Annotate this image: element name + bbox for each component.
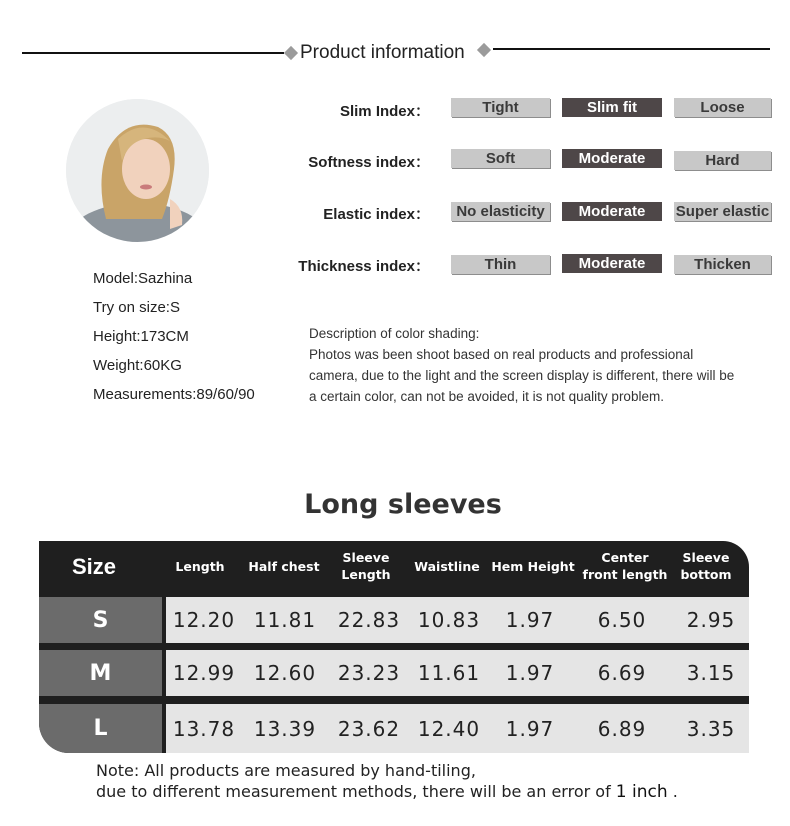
cell-sleeve-bottom: 2.95 — [686, 608, 736, 632]
cell-sleeve-length: 23.23 — [337, 661, 401, 685]
column-header-size: Size — [71, 553, 117, 579]
column-header-hem-height: Hem Height — [491, 558, 575, 574]
thickness-option-thicken: Thicken — [674, 255, 771, 274]
note-emphasis: 1 inch — [615, 782, 668, 802]
cell-length: 12.99 — [172, 661, 236, 685]
slim-option-loose: Loose — [674, 98, 771, 117]
thickness-option-moderate: Moderate — [562, 254, 662, 273]
cell-half-chest: 13.39 — [253, 716, 317, 741]
description-title: Description of color shading: — [309, 326, 480, 341]
softness-option-hard: Hard — [674, 151, 771, 170]
column-header-waistline: Waistline — [414, 558, 480, 574]
cell-sleeve-length: 22.83 — [337, 608, 401, 632]
cell-waistline: 12.40 — [417, 716, 481, 741]
elastic-option-super: Super elastic — [675, 203, 770, 220]
cell-hem-height: 1.97 — [505, 608, 555, 632]
model-measurements: Measurements:89/60/90 — [93, 386, 255, 403]
model-name: Model:Sazhina — [93, 270, 193, 287]
softness-index-label: Softness index： — [308, 154, 430, 171]
elastic-index-label: Elastic index： — [323, 206, 430, 223]
size-table-title: Long sleeves — [304, 489, 502, 520]
section-title: Product information — [300, 42, 465, 63]
model-photo — [66, 99, 209, 242]
slim-option-tight: Tight — [451, 98, 550, 117]
note-line — [96, 781, 678, 803]
model-weight: Weight:60KG — [93, 357, 182, 374]
header-rule-left — [22, 52, 284, 54]
model-height: Height:173CM — [93, 328, 189, 345]
header-rule-right — [493, 48, 770, 50]
cell-center-front-length: 6.50 — [597, 608, 647, 632]
diamond-icon — [477, 43, 491, 57]
size-label-l: L — [39, 704, 162, 753]
column-header-sleeve-length: Sleeve Length — [341, 550, 391, 582]
column-header-length: Length — [175, 558, 225, 574]
elastic-option-none: No elasticity — [451, 202, 550, 221]
cell-waistline: 10.83 — [417, 608, 481, 632]
cell-sleeve-bottom: 3.35 — [686, 716, 736, 741]
cell-sleeve-bottom: 3.15 — [686, 661, 736, 685]
cell-length: 12.20 — [172, 608, 236, 632]
note-line: Note: All products are measured by hand-tiling, — [96, 761, 476, 780]
column-header-half-chest: Half chest — [248, 558, 320, 574]
thickness-index-label: Thickness index： — [298, 258, 430, 275]
cell-center-front-length: 6.89 — [597, 716, 647, 741]
thickness-option-thin: Thin — [451, 255, 550, 274]
measurement-note — [96, 760, 678, 803]
description-line: Photos was been shoot based on real products and professional — [309, 347, 694, 362]
diamond-icon — [284, 46, 298, 60]
softness-option-moderate: Moderate — [562, 149, 662, 168]
softness-option-soft: Soft — [451, 149, 550, 168]
cell-hem-height: 1.97 — [505, 661, 555, 685]
cell-half-chest: 12.60 — [253, 661, 317, 685]
column-header-center-front-length: Center front length — [582, 550, 668, 582]
slim-index-label: Slim Index： — [339, 103, 430, 120]
note-text: due to different measurement methods, there will be an error of — [96, 782, 611, 801]
cell-half-chest: 11.81 — [253, 608, 317, 632]
model-size: Try on size:S — [93, 299, 180, 316]
note-period: . — [672, 782, 678, 801]
cell-center-front-length: 6.69 — [597, 661, 647, 685]
description-line: a certain color, can not be avoided, it is not quality problem. — [309, 389, 664, 404]
color-shading-description — [309, 323, 779, 407]
cell-waistline: 11.61 — [417, 661, 481, 685]
model-info — [93, 268, 255, 413]
elastic-option-moderate: Moderate — [562, 202, 662, 221]
cell-length: 13.78 — [172, 716, 236, 741]
size-label-s: S — [39, 597, 162, 643]
description-line: camera, due to the light and the screen display is different, there will be — [309, 368, 735, 383]
size-label-m: M — [39, 650, 162, 696]
column-header-sleeve-bottom: Sleeve bottom — [680, 550, 732, 582]
slim-option-slim-fit: Slim fit — [562, 98, 662, 117]
cell-sleeve-length: 23.62 — [337, 716, 401, 741]
cell-hem-height: 1.97 — [505, 716, 555, 741]
